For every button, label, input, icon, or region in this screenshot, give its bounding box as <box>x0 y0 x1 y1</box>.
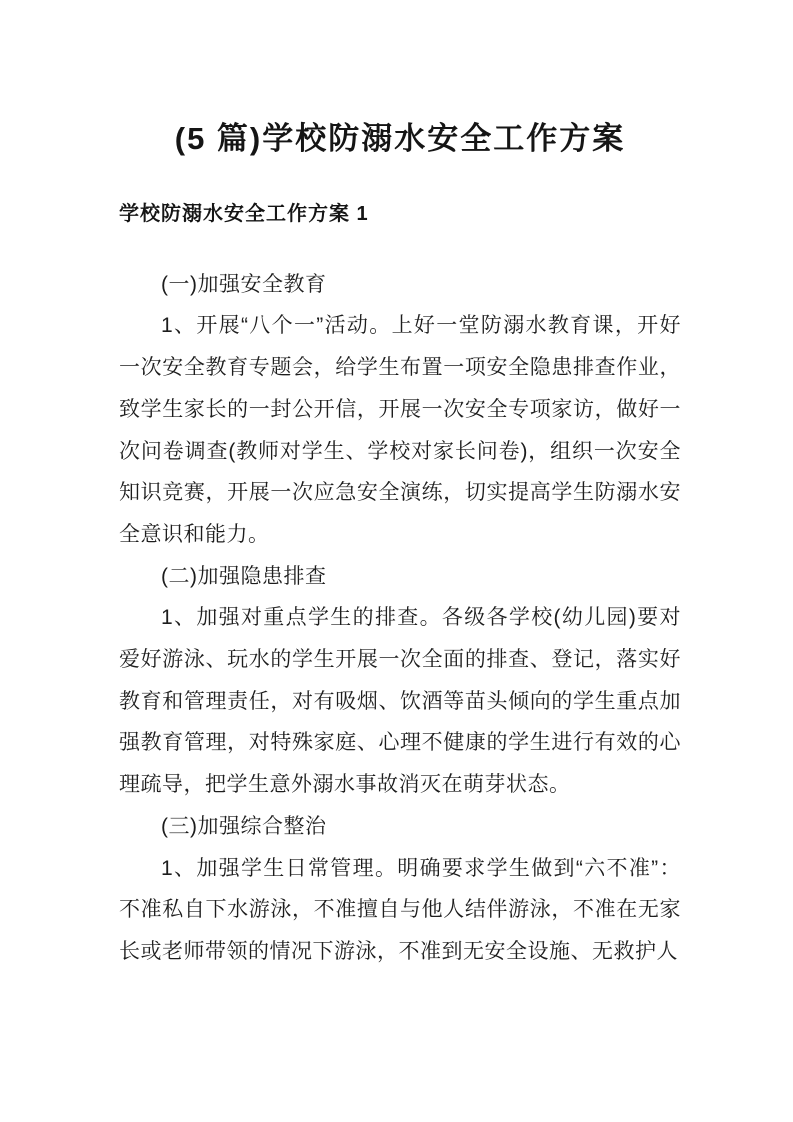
document-title: (5 篇)学校防溺水安全工作方案 <box>174 121 626 156</box>
paragraph: (二)加强隐患排查 <box>161 564 327 588</box>
document-body <box>119 264 681 973</box>
paragraph: 1、加强对重点学生的排查。各级各学校(幼儿园)要对爱好游泳、玩水的学生开展一次全面的排查、登记，落实好教育和管理责任，对有吸烟、饮酒等苗头倾向的学生重点加强教育管理，对特殊家庭、心理不健康的学生进行有效的心理疏导，把学生意外溺水事故消灭在萌芽状态。 <box>119 606 681 797</box>
paragraph: 1、开展“八个一”活动。上好一堂防溺水教育课，开好一次安全教育专题会，给学生布置一项安全隐患排查作业，致学生家长的一封公开信，开展一次安全专项家访，做好一次问卷调查(教师对学生、学校对家长问卷)，组织一次安全知识竞赛，开展一次应急安全演练，切实提高学生防溺水安全意识和能力。 <box>119 314 681 546</box>
paragraph: 1、加强学生日常管理。明确要求学生做到“六不准”：不准私自下水游泳，不准擅自与他人结伴游泳，不准在无家长或老师带领的情况下游泳，不准到无安全设施、无救护人 <box>119 856 681 963</box>
section-title: 学校防溺水安全工作方案 1 <box>119 202 369 225</box>
paragraph: (三)加强综合整治 <box>161 814 327 838</box>
paragraph: (一)加强安全教育 <box>161 272 327 296</box>
